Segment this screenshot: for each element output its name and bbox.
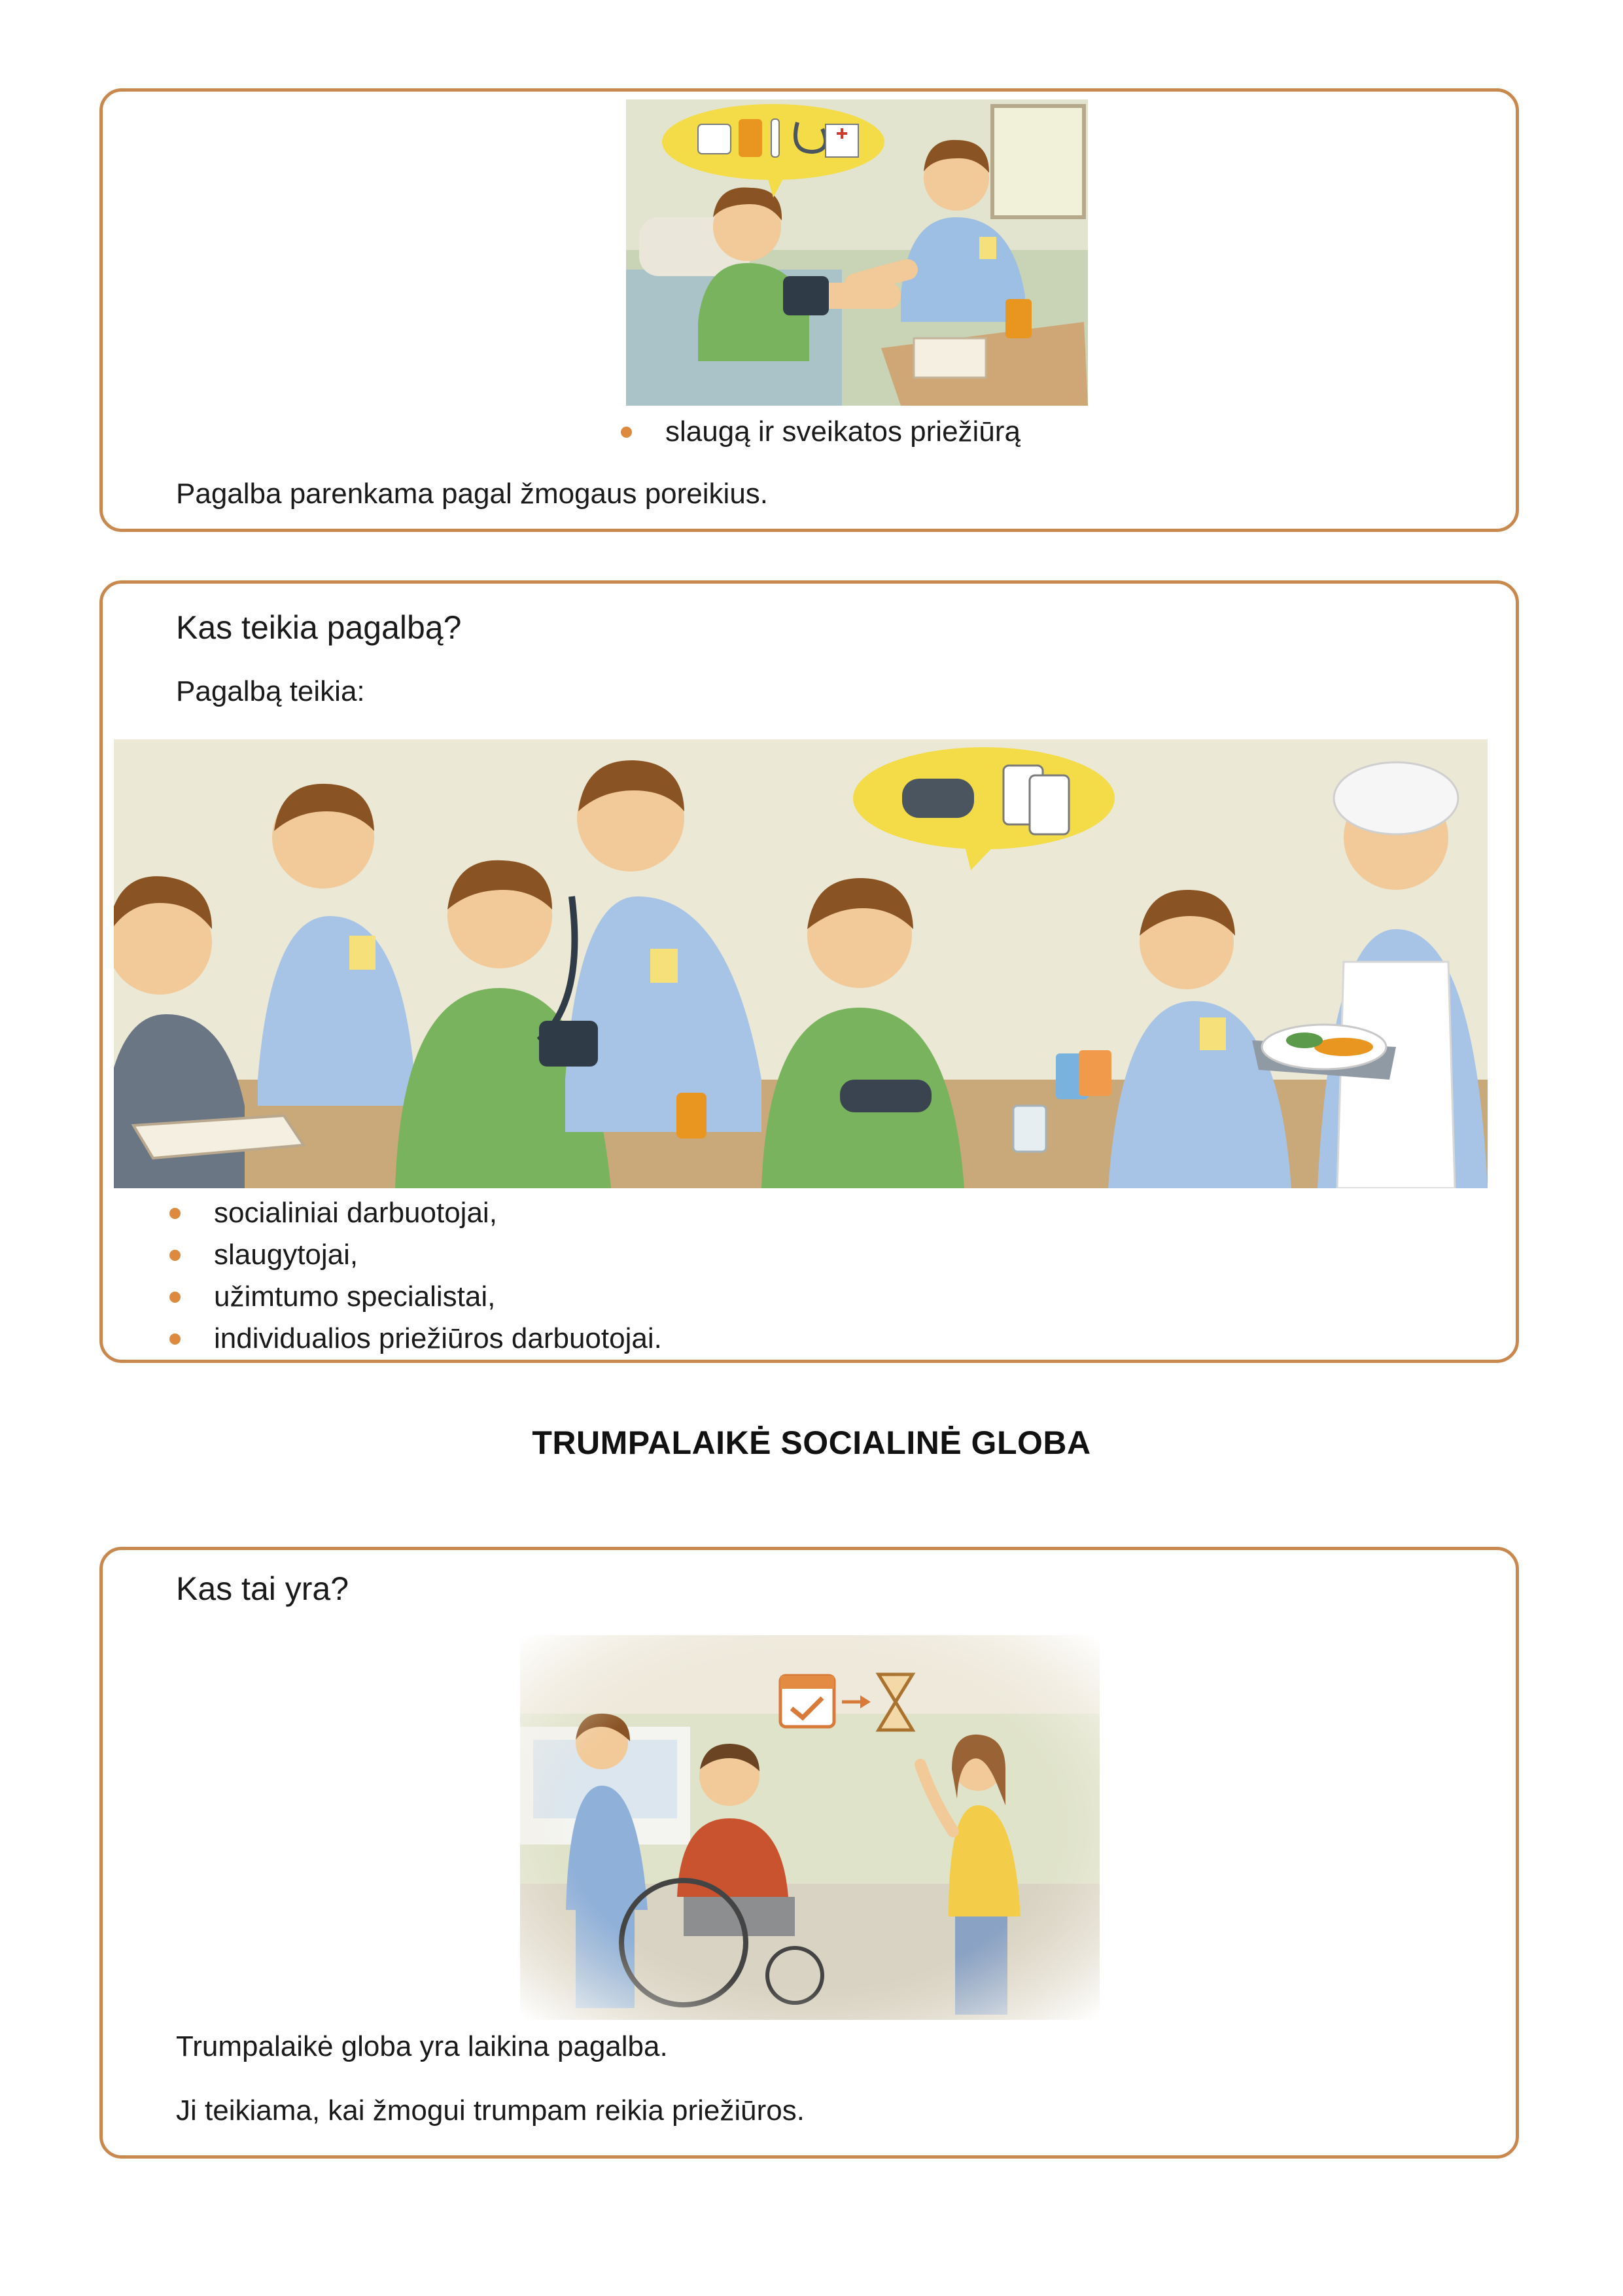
helpers-illustration <box>114 739 1488 1188</box>
bullet-icon <box>621 427 632 438</box>
who-helps-heading: Kas teikia pagalbą? <box>176 609 462 646</box>
nurse-checking-blood-pressure-illustration <box>626 99 1088 406</box>
list-item: socialiniai darbuotojai, <box>214 1192 662 1234</box>
nursing-illustration <box>626 99 1088 406</box>
nursing-bullet-list <box>665 411 1021 453</box>
helpers-panorama-illustration <box>114 739 1488 1188</box>
bullet-icon <box>169 1208 181 1219</box>
list-item: individualios priežiūros darbuotojai. <box>214 1318 662 1360</box>
list-item: slaugytojai, <box>214 1234 662 1276</box>
nursing-card <box>99 88 1519 532</box>
list-item: užimtumo specialistai, <box>214 1276 662 1318</box>
what-is-it-card <box>99 1547 1519 2159</box>
bullet-icon <box>169 1250 181 1261</box>
helpers-list <box>214 1192 662 1360</box>
wheelchair-care-illustration <box>520 1635 1100 2020</box>
who-helps-intro: Pagalbą teikia: <box>176 675 365 707</box>
section-title: TRUMPALAIKĖ SOCIALINĖ GLOBA <box>532 1424 1091 1461</box>
who-helps-card <box>99 580 1519 1363</box>
needs-paragraph: Pagalba parenkama pagal žmogaus poreikius. <box>176 478 769 510</box>
short-term-definition: Trumpalaikė globa yra laikina pagalba. <box>176 2030 668 2062</box>
short-term-care-illustration <box>520 1635 1100 2020</box>
short-term-when: Ji teikiama, kai žmogui trumpam reikia priežiūros. <box>176 2094 805 2127</box>
list-item: slaugą ir sveikatos priežiūrą <box>665 411 1021 453</box>
what-is-it-heading: Kas tai yra? <box>176 1570 349 1607</box>
bullet-icon <box>169 1292 181 1303</box>
bullet-icon <box>169 1333 181 1345</box>
